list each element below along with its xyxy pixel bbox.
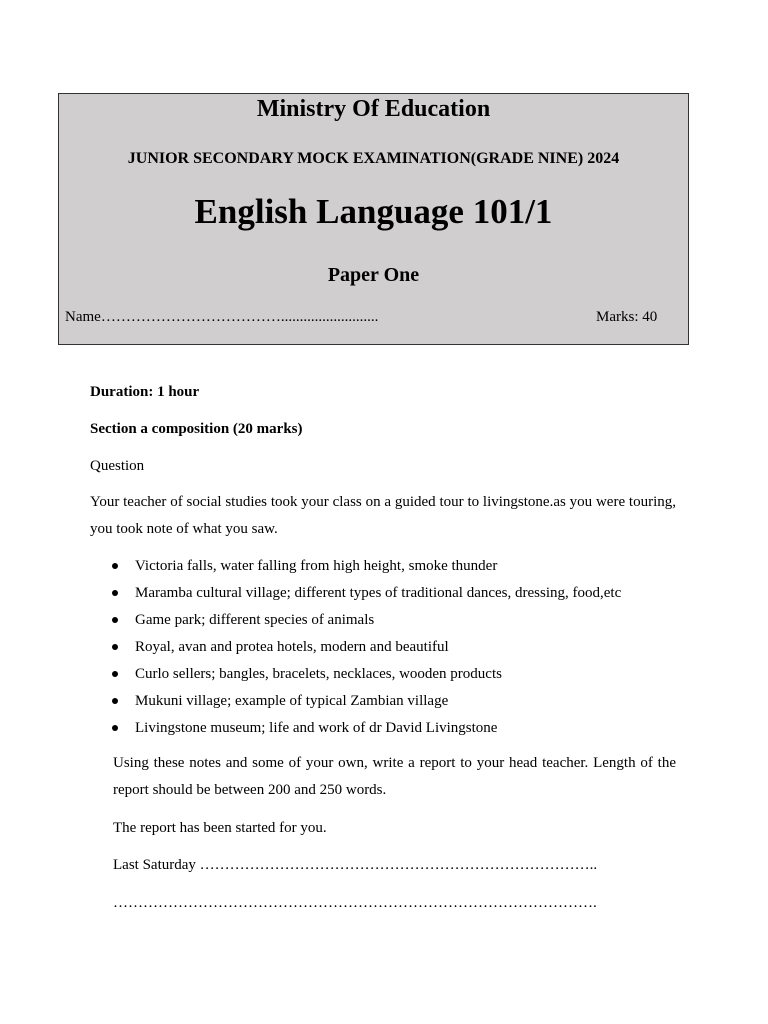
total-marks: Marks: 40 xyxy=(596,309,658,325)
list-item xyxy=(112,556,621,583)
section-heading: Section a composition (20 marks) xyxy=(90,421,303,437)
notes-list xyxy=(112,556,621,745)
list-item-text: Mukuni village; example of typical Zambian village xyxy=(135,693,449,709)
list-item xyxy=(112,583,621,610)
bullet-icon xyxy=(112,617,118,623)
paper-title: Paper One xyxy=(327,264,420,286)
report-start-line: Last Saturday …………………………………………………………………….. xyxy=(113,857,598,873)
ministry-title: Ministry Of Education xyxy=(256,96,491,122)
report-started-note: The report has been started for you. xyxy=(113,820,327,836)
list-item xyxy=(112,718,621,745)
duration-text: Duration: 1 hour xyxy=(90,384,200,400)
list-item xyxy=(112,691,621,718)
bullet-icon xyxy=(112,644,118,650)
list-item xyxy=(112,610,621,637)
subject-title: English Language 101/1 xyxy=(194,192,553,231)
question-label: Question xyxy=(90,458,145,474)
list-item xyxy=(112,664,621,691)
question-intro-paragraph: Your teacher of social studies took your class on a guided tour to livingstone.as you were touring, you took note of what you saw. xyxy=(90,494,676,537)
bullet-icon xyxy=(112,698,118,704)
bullet-icon xyxy=(112,725,118,731)
list-item xyxy=(112,637,621,664)
list-item-text: Game park; different species of animals xyxy=(135,612,375,628)
list-item-text: Livingstone museum; life and work of dr David Livingstone xyxy=(135,720,498,736)
report-continuation-line: ……………………………………………………………………………………. xyxy=(113,895,597,911)
exam-header-box xyxy=(58,93,689,345)
instruction-paragraph: Using these notes and some of your own, write a report to your head teacher. Length of the report should be between 200 and 250 words. xyxy=(113,755,676,798)
exam-title: JUNIOR SECONDARY MOCK EXAMINATION(GRADE NINE) 2024 xyxy=(127,150,620,167)
bullet-icon xyxy=(112,563,118,569)
list-item-text: Victoria falls, water falling from high height, smoke thunder xyxy=(135,558,498,574)
candidate-name-line: Name……………………………….......................... xyxy=(65,309,379,325)
list-item-text: Maramba cultural village; different types of traditional dances, dressing, food,etc xyxy=(135,585,622,601)
list-item-text: Royal, avan and protea hotels, modern and beautiful xyxy=(135,639,449,655)
list-item-text: Curlo sellers; bangles, bracelets, necklaces, wooden products xyxy=(135,666,502,682)
bullet-icon xyxy=(112,671,118,677)
bullet-icon xyxy=(112,590,118,596)
